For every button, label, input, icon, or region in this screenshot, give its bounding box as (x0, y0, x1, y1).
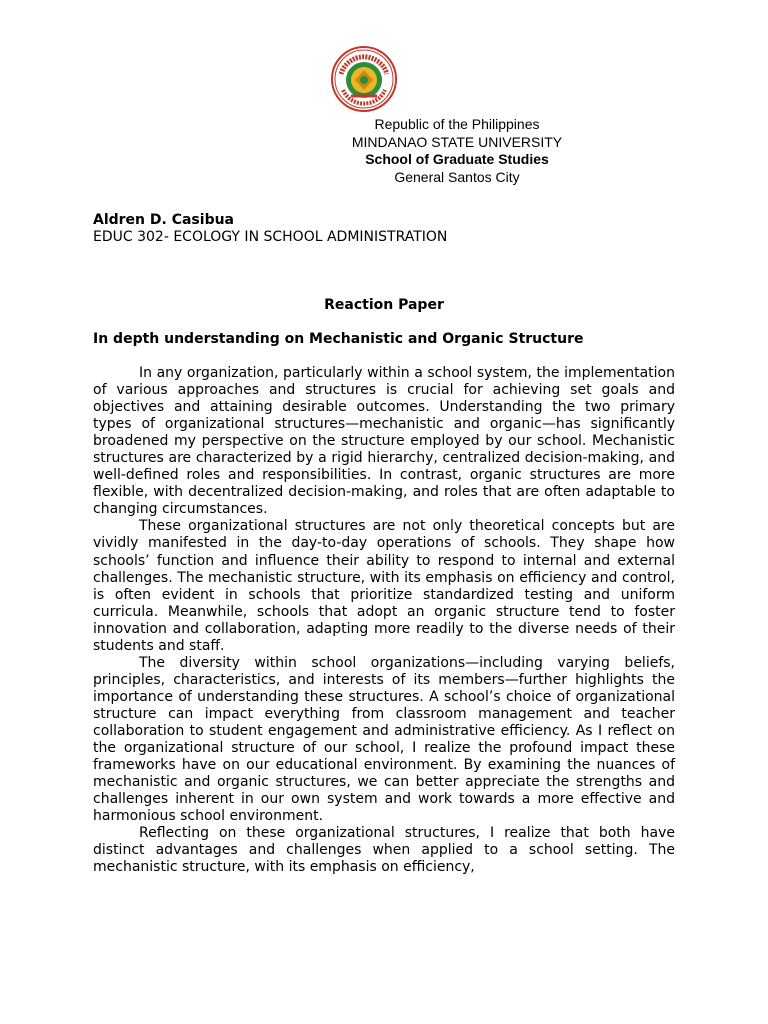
paper-subtitle: In depth understanding on Mechanistic and Organic Structure (93, 331, 584, 347)
paper-body (93, 365, 675, 876)
paragraph-1: In any organization, particularly within a school system, the implementation of various approaches and structures is crucial for achieving set goals and objectives and attaining desirable outcomes. Understanding the two primary types of organizational structures—mechanistic and organic—has significantly broadened my perspective on the structure employed by our school. Mechanistic structures are characterized by a rigid hierarchy, centralized decision-making, and well-defined roles and responsibilities. In contrast, organic structures are more flexible, with decentralized decision-making, and roles that are often adaptable to changing circumstances. (93, 365, 675, 518)
header-school: School of Graduate Studies (365, 151, 549, 167)
paragraph-4: Reflecting on these organizational structures, I realize that both have distinct advantages and challenges when applied to a school setting. The mechanistic structure, with its emphasis on efficiency, (93, 825, 675, 876)
letterhead (300, 116, 614, 186)
author-block (93, 212, 447, 246)
header-university: MINDANAO STATE UNIVERSITY (351, 133, 563, 150)
paragraph-2: These organizational structures are not only theoretical concepts but are vividly manifested in the day-to-day operations of schools. They shape how schools’ function and influence their ability to respond to internal and external challenges. The mechanistic structure, with its emphasis on efficiency and control, is often evident in schools that prioritize standardized testing and uniform curricula. Meanwhile, schools that adopt an organic structure tend to foster innovation and collaboration, adapting more readily to the diverse needs of their students and staff. (93, 518, 675, 654)
university-seal-logo (331, 46, 397, 112)
paper-title: Reaction Paper (324, 297, 444, 313)
paragraph-3: The diversity within school organizations—including varying beliefs, principles, characteristics, and interests of its members—further highlights the importance of understanding these structures. A school’s choice of organizational structure can impact everything from classroom management and teacher collaboration to student engagement and administrative efficiency. As I reflect on the organizational structure of our school, I realize the profound impact these frameworks have on our educational environment. By examining the nuances of mechanistic and organic structures, we can better appreciate the strengths and challenges inherent in our own system and work towards a more effective and harmonious school environment. (93, 654, 675, 825)
course-line: EDUC 302- ECOLOGY IN SCHOOL ADMINISTRATION (93, 229, 448, 245)
header-republic: Republic of the Philippines (374, 116, 540, 132)
author-name: Aldren D. Casibua (93, 212, 234, 228)
header-city: General Santos City (394, 168, 520, 185)
